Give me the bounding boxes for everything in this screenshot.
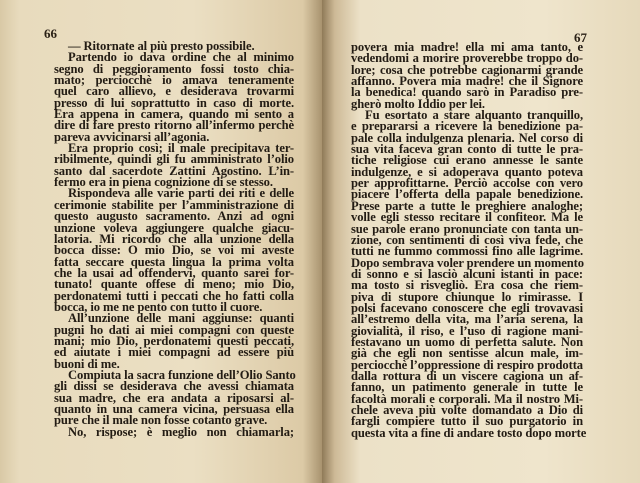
text-line: No, rispose; è meglio non chiamarla; xyxy=(68,424,294,439)
text-line: — Ritornate al più presto possibile. xyxy=(68,39,255,53)
text-line: Compiuta la sacra funzione dell’Olio Santo xyxy=(68,367,296,382)
text-line: Era proprio così; il male precipitava ter- xyxy=(68,141,294,156)
page-text xyxy=(351,40,587,440)
text-line: facoltà morali e corporali. Ma il nostro Mi- xyxy=(351,391,583,406)
text-line: santo dal sacerdote Zattini Agostino. L’in- xyxy=(54,163,294,178)
text-line: dalla rottura di un viscere cagiona un af- xyxy=(351,368,583,383)
text-line: chele aveva più volte domandato a Dio di xyxy=(351,403,583,417)
text-line: di sonno e si lasciò alcuni istanti in pace: xyxy=(351,266,583,281)
text-line: perciocchè l’oppressione di respiro prodotta xyxy=(351,357,583,372)
paragraph xyxy=(351,42,583,110)
text-line: fanno, un patimento generale in tutte le xyxy=(351,380,583,395)
text-line: mato; perciocchè io amava teneramente xyxy=(54,73,294,88)
text-line: ribilmente, quindi gli fu amministrato l’olio xyxy=(54,152,294,167)
page-text xyxy=(54,41,294,438)
text-line: pugni ho dati ai miei compagni con queste xyxy=(54,322,294,337)
text-line: bocca disse: O mio Dio, se voi mi aveste xyxy=(54,243,294,258)
text-line: fargli compiere tutto il suo purgatorio in xyxy=(351,414,583,429)
text-line: lore; cosa che potrebbe cagionarmi grande xyxy=(351,62,583,77)
text-line: povera mia madre! ella mi ama tanto, e xyxy=(351,40,583,54)
text-line: giovialità, il riso, e l’uso di ragione mani- xyxy=(351,323,583,338)
text-line: ma tosto si risvegliò. Era cosa che riem- xyxy=(351,278,583,293)
right-page xyxy=(322,0,640,483)
text-line: ed aiutate i miei compagni ad essere più xyxy=(54,345,294,360)
text-line: polsi facevano conoscere che egli trovavasi xyxy=(351,300,583,315)
text-line: cerimonie stabilite per l’amministrazione di xyxy=(54,197,294,212)
text-line: fatta seccare questa lingua la prima volta xyxy=(54,254,294,269)
text-line: già che egli non sentisse alcun male, im- xyxy=(351,346,583,361)
text-line: festavano un uomo di perfetta salute. Non xyxy=(351,334,583,349)
paragraph xyxy=(54,52,294,143)
text-line: questa vita a fine di andare tosto dopo morte xyxy=(351,425,587,440)
text-line: tiche religiose cui erano annesse le sante xyxy=(351,153,583,168)
text-line: pure che il male non fosse cotanto grave. xyxy=(54,413,268,428)
text-line: tutti ne fummo commossi fino alle lagrime. xyxy=(351,244,583,259)
text-line: gherò molto Iddio per lei. xyxy=(351,96,485,111)
page-number: 67 xyxy=(574,30,587,45)
text-line: pareva avvicinarsi all’agonia. xyxy=(54,129,210,144)
text-line: affanno. Povera mia madre! che il Signore xyxy=(351,74,583,89)
text-line: latoria. Mi ricordo che alla unzione della xyxy=(54,231,294,246)
text-line: all’estremo della vita, ma l’aria serena, la xyxy=(351,312,583,327)
text-line: vedendomi a morire proverebbe troppo do- xyxy=(351,51,583,66)
text-line: buoni di me. xyxy=(54,356,120,371)
text-line: dire di fare presto ritorno all’infermo perchè xyxy=(54,118,294,133)
text-line: Partendo io dava ordine che al minimo xyxy=(68,50,294,65)
paragraph xyxy=(351,108,587,440)
text-line: piva di stupore chiunque lo rimirasse. I xyxy=(351,289,583,304)
text-line: sue parole erano pronunciate con tanta un- xyxy=(351,221,583,236)
paragraph xyxy=(54,143,294,188)
paragraph xyxy=(54,424,294,439)
text-line: mani; mio Dio, perdonatemi questi peccati, xyxy=(54,333,294,348)
text-line: piacere l’offerta della papale benedizione. xyxy=(351,187,583,202)
text-line: tunato! quante offese di meno; mio Dio, xyxy=(54,277,294,292)
text-line: Prese parte a tutte le preghiere analoghe; xyxy=(351,198,583,213)
text-line: Fu esortato a stare alquanto tranquillo, xyxy=(365,108,583,123)
text-line: sua madre, che era andata a riposarsi al- xyxy=(54,390,294,405)
text-line: unzione voleva aggiungere qualche giacu- xyxy=(54,220,294,235)
text-line: pale colla indulgenza plenaria. Nel corso di xyxy=(351,130,583,145)
page-number: 66 xyxy=(44,26,57,41)
text-line: sua vita faceva gran conto di tutte le pra- xyxy=(351,142,583,157)
text-line: quanto in una camera vicina, persuasa ella xyxy=(54,402,294,416)
text-line: per approfittarne. Perciò accolse con vero xyxy=(351,176,583,191)
text-line: perdonatemi tutti i peccati che ho fatti colla xyxy=(54,288,294,303)
paragraph xyxy=(54,188,294,313)
text-line: la benedica! quando sarò in Paradiso pre- xyxy=(351,85,583,100)
text-line: fermo era in piena cognizione di se stesso. xyxy=(54,175,273,190)
text-line: indulgenze, e si adoperava quanto poteva xyxy=(351,164,583,179)
text-line: Dopo sembrava voler prendere un momento xyxy=(351,255,584,270)
text-line: gli dissi se desiderava che avessi chiamata xyxy=(54,379,294,394)
text-line: Rispondeva alle varie parti dei riti e delle xyxy=(68,186,294,201)
text-line: volle egli stesso recitare il confiteor. Ma le xyxy=(351,210,583,225)
text-line: zione, con sentimenti di così viva fede, che xyxy=(351,232,583,247)
text-line: All’unzione delle mani aggiunse: quanti xyxy=(68,311,294,326)
text-line: segno di peggioramento fossi tosto chia- xyxy=(54,61,294,76)
text-line: presso di lui soprattutto in caso di morte. xyxy=(54,95,294,110)
text-line: questo augusto sacramento. Anzi ad ogni xyxy=(54,209,294,224)
text-line: e prepararsi a ricevere la benedizione pa- xyxy=(351,119,583,134)
text-line: quel caro allievo, e desiderava trovarmi xyxy=(54,84,294,99)
paragraph xyxy=(54,313,294,370)
paragraph xyxy=(54,367,296,428)
text-line: bocca, io me ne pento con tutto il cuore. xyxy=(54,299,263,314)
text-line: che la usai ad offendervi, quanto sarei for- xyxy=(54,265,294,280)
text-line: Era appena in camera, quando mi sento a xyxy=(54,107,294,122)
